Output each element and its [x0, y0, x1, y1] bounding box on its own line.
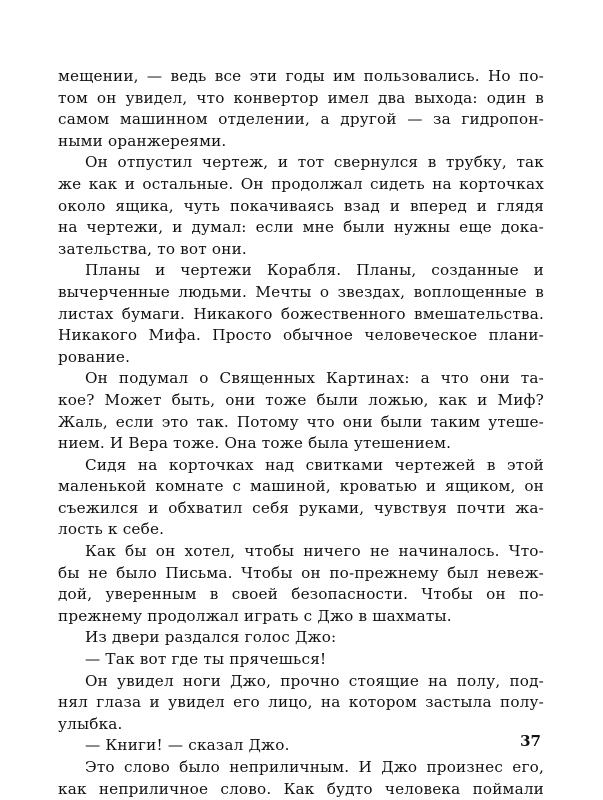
- text-line: нием. И Вера тоже. Она тоже была утешением.: [58, 434, 452, 453]
- text-line: том он увидел, что конвертор имел два выхода: один в: [58, 88, 544, 107]
- text-line: же как и остальные. Он продолжал сидеть на корточках: [58, 174, 544, 193]
- text-line: дой, уверенным в своей безопасности. Чтобы он по-: [58, 585, 544, 604]
- text-line: около ящика, чуть покачиваясь взад и вперед и глядя: [58, 196, 544, 215]
- text-line: Жаль, если это так. Потому что они были таким утеше-: [58, 412, 544, 431]
- text-line: вычерченные людьми. Мечты о звездах, воплощенные в: [58, 282, 544, 301]
- text-line: мещении, — ведь все эти годы им пользовались. Но по-: [58, 67, 544, 85]
- text-line: кое? Может быть, они тоже были ложью, как и Миф?: [58, 390, 544, 409]
- text-line: рование.: [58, 347, 131, 366]
- text-line: — Книги! — сказал Джо.: [85, 736, 290, 755]
- text-line: Как бы он хотел, чтобы ничего не начиналось. Что-: [85, 542, 544, 561]
- text-line: Никакого Мифа. Просто обычное человеческое плани-: [58, 326, 544, 345]
- text-line: Он подумал о Священных Картинах: а что они та-: [85, 369, 544, 388]
- text-line: прежнему продолжал играть с Джо в шахматы.: [58, 606, 452, 625]
- text-line: бы не было Письма. Чтобы он по-прежнему был невеж-: [58, 563, 544, 582]
- text-line: зательства, то вот они.: [58, 239, 247, 258]
- text-line: на чертежи, и думал: если мне были нужны еще дока-: [58, 218, 544, 237]
- body-text: [58, 66, 544, 800]
- text-line: маленькой комнате с машиной, кроватью и ящиком, он: [58, 477, 544, 496]
- text-line: нял глаза и увидел его лицо, на котором застыла полу-: [58, 693, 544, 712]
- text-line: как неприличное слово. Как будто человека поймали: [58, 779, 544, 798]
- text-line: Из двери раздался голос Джо:: [85, 628, 337, 647]
- text-line: лость к себе.: [58, 520, 165, 539]
- text-line: — Так вот где ты прячешься!: [85, 650, 327, 669]
- text-line: Он отпустил чертеж, и тот свернулся в трубку, так: [85, 153, 544, 172]
- text-line: листах бумаги. Никакого божественного вмешательства.: [58, 304, 544, 323]
- text-line: Это слово было неприличным. И Джо произнес его,: [85, 758, 544, 776]
- text-line: Он увидел ноги Джо, прочно стоящие на полу, под-: [85, 671, 544, 690]
- text-line: Планы и чертежи Корабля. Планы, созданные и: [85, 261, 544, 280]
- text-line: ными оранжереями.: [58, 131, 227, 150]
- page-number: 37: [520, 732, 541, 750]
- text-line: съежился и обхватил себя руками, чувствуя почти жа-: [58, 498, 544, 517]
- text-line: Сидя на корточках над свитками чертежей в этой: [85, 455, 544, 474]
- text-line: улыбка.: [58, 714, 123, 733]
- text-line: самом машинном отделении, а другой — за гидропон-: [58, 110, 544, 129]
